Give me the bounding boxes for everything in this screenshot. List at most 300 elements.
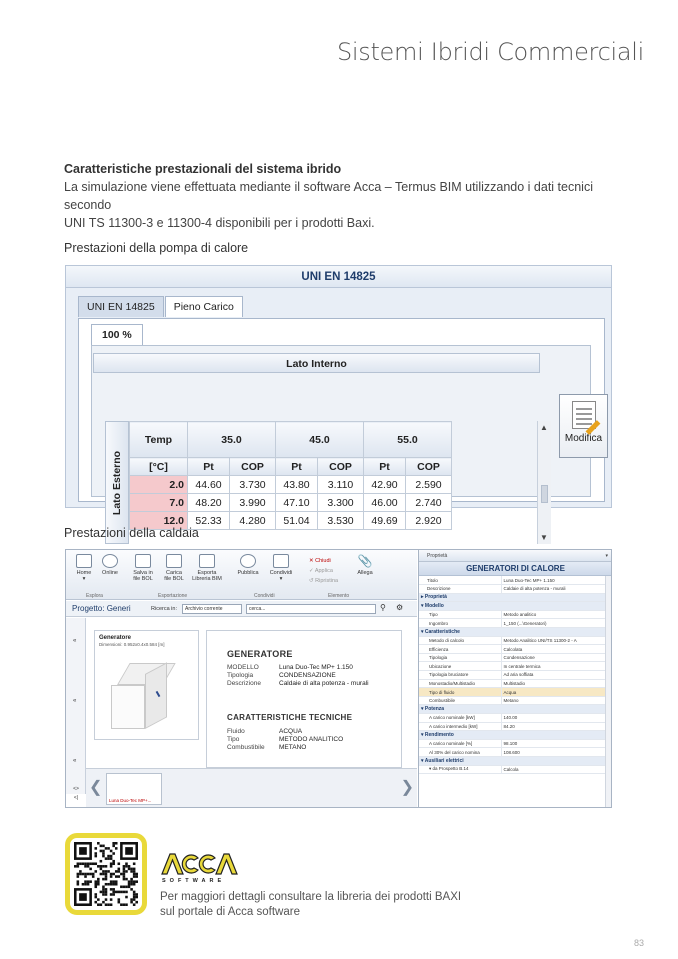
cell[interactable]: 3.110 — [318, 476, 364, 494]
property-key: Monostadio/Multistadio — [419, 679, 501, 688]
qr-module — [92, 873, 95, 876]
qr-module — [133, 875, 136, 878]
online-button[interactable] — [98, 554, 122, 576]
qr-module — [89, 868, 92, 871]
ribbon-label: Allega — [357, 570, 373, 576]
qr-module — [110, 888, 113, 891]
qr-module — [97, 878, 100, 881]
ribbon-label: Pubblica — [237, 570, 259, 576]
tech-heading: CARATTERISTICHE TECNICHE — [227, 713, 353, 722]
qr-module — [130, 880, 133, 883]
qr-finder — [125, 847, 133, 855]
generator-preview-card — [94, 630, 199, 740]
qr-module — [128, 868, 131, 871]
globe-icon — [102, 554, 118, 568]
attach-button[interactable] — [352, 554, 378, 576]
property-value[interactable]: 140.00 — [501, 714, 605, 723]
qr-module — [100, 850, 103, 853]
qr-module — [102, 855, 105, 858]
tab-pieno-carico[interactable]: Pieno Carico — [165, 296, 243, 317]
cell[interactable]: 2.740 — [406, 494, 452, 512]
info-value: CONDENSAZIONE — [279, 672, 336, 679]
qr-module — [115, 883, 118, 886]
qr-module — [110, 855, 113, 858]
table-row[interactable] — [130, 494, 452, 512]
qr-module — [102, 873, 105, 876]
chevron-left-icon[interactable]: ❮ — [89, 779, 103, 796]
property-section-label: ▾ Caratteristiche — [419, 628, 605, 637]
qr-module — [120, 886, 123, 889]
property-row[interactable] — [419, 645, 605, 654]
property-value[interactable]: Metodo analitico — [501, 610, 605, 619]
property-value[interactable]: Caldaie di alta potenza - murali — [501, 585, 605, 594]
qr-module — [110, 893, 113, 896]
archive-select[interactable]: Archivio corrente — [182, 604, 242, 614]
close-button[interactable]: ✕ Chiudi — [309, 558, 331, 564]
property-key: Titolo — [419, 576, 501, 585]
table-row[interactable] — [130, 476, 452, 494]
qr-module — [102, 878, 105, 881]
section-boiler-title: Prestazioni della caldaia — [64, 526, 199, 540]
qr-module — [79, 870, 82, 873]
boiler-3d-front — [111, 685, 145, 729]
qr-module — [133, 896, 136, 899]
row-temp: 2.0 — [130, 476, 188, 494]
cell[interactable]: 51.04 — [276, 512, 318, 530]
property-value[interactable]: Condensazione — [501, 653, 605, 662]
qr-module — [100, 903, 103, 906]
subtab-100[interactable]: 100 % — [91, 324, 143, 345]
export-icon — [199, 554, 215, 568]
qr-module — [97, 903, 100, 906]
qr-module — [135, 893, 138, 896]
qr-module — [110, 862, 113, 865]
cell[interactable]: 49.69 — [364, 512, 406, 530]
properties-window-title: Proprietà — [427, 553, 448, 559]
group-label: Elemento — [328, 593, 350, 599]
qr-module — [84, 883, 87, 886]
unit-header: [°C] — [130, 458, 188, 476]
qr-module — [102, 891, 105, 894]
properties-panel — [418, 550, 612, 808]
qr-module — [79, 873, 82, 876]
save-bol-button[interactable] — [129, 554, 157, 582]
property-row[interactable] — [419, 653, 605, 662]
qr-module — [87, 883, 90, 886]
qr-module — [89, 862, 92, 865]
scroll-up-icon[interactable]: ▲ — [540, 423, 548, 432]
qr-module — [133, 873, 136, 876]
properties-window-bar — [419, 550, 612, 562]
ribbon-label: Libreria BIM — [192, 576, 222, 582]
ribbon-label: ▾ — [279, 576, 283, 582]
qr-module — [133, 893, 136, 896]
qr-module — [112, 883, 115, 886]
qr-module — [105, 870, 108, 873]
qr-module — [112, 842, 115, 845]
table-scrollbar[interactable] — [537, 421, 551, 544]
qr-module — [125, 870, 128, 873]
property-row[interactable] — [419, 585, 605, 594]
qr-module — [133, 891, 136, 894]
page-number: 83 — [633, 938, 644, 948]
property-section-label: ▾ Potenza — [419, 705, 605, 714]
qr-module — [94, 880, 97, 883]
property-row[interactable] — [419, 714, 605, 723]
qr-module — [107, 903, 110, 906]
collapse-icon[interactable]: « — [73, 638, 77, 644]
property-row[interactable] — [419, 688, 605, 697]
qr-module — [128, 865, 131, 868]
qr-finder — [79, 893, 87, 901]
tech-row — [227, 744, 306, 752]
cell[interactable]: 52.33 — [188, 512, 230, 530]
search-icon[interactable]: ⚲ — [380, 603, 386, 612]
cell[interactable]: 47.10 — [276, 494, 318, 512]
qr-module — [105, 893, 108, 896]
qr-module — [77, 862, 80, 865]
qr-code — [65, 833, 147, 915]
qr-module — [118, 870, 121, 873]
qr-module — [100, 860, 103, 863]
qr-module — [123, 891, 126, 894]
intro-line-2: UNI TS 11300-3 e 11300-4 disponibili per i prodotti Baxi. — [64, 216, 375, 230]
tech-value: METODO ANALITICO — [279, 736, 344, 743]
qr-module — [112, 845, 115, 848]
qr-module — [79, 862, 82, 865]
qr-module — [102, 852, 105, 855]
qr-module — [133, 870, 136, 873]
ribbon — [66, 550, 417, 600]
load-bol-button[interactable] — [160, 554, 188, 582]
ribbon-label: file BOL — [133, 576, 153, 582]
qr-module — [120, 903, 123, 906]
qr-module — [133, 898, 136, 901]
qr-module — [110, 903, 113, 906]
qr-module — [102, 865, 105, 868]
property-key: Tipologia bruciatore — [419, 671, 501, 680]
qr-module — [112, 888, 115, 891]
scroll-thumb[interactable] — [541, 485, 548, 503]
cell[interactable]: 4.280 — [230, 512, 276, 530]
qr-module — [94, 883, 97, 886]
property-section[interactable] — [419, 593, 605, 602]
property-section-label: ▾ Modello — [419, 602, 605, 611]
qr-module — [77, 883, 80, 886]
qr-module — [125, 878, 128, 881]
property-value[interactable]: In centrale termica — [501, 662, 605, 671]
property-key: Tipo — [419, 610, 501, 619]
property-key: Tipo di fluido — [419, 688, 501, 697]
qr-module — [97, 898, 100, 901]
modifica-button[interactable] — [559, 394, 608, 458]
boiler-screenshot — [65, 549, 612, 808]
property-row[interactable] — [419, 610, 605, 619]
search-input[interactable]: cerca... — [246, 604, 376, 614]
qr-module — [87, 880, 90, 883]
qr-module — [115, 891, 118, 894]
qr-module — [102, 870, 105, 873]
property-row[interactable] — [419, 662, 605, 671]
qr-module — [105, 883, 108, 886]
qr-module — [94, 862, 97, 865]
ribbon-label: Condividi — [269, 570, 293, 576]
footer-line-1: Per maggiori dettagli consultare la libreria dei prodotti BAXI — [160, 891, 462, 903]
export-bim-button[interactable] — [190, 554, 224, 582]
project-label: Progetto: Generi — [72, 604, 131, 613]
property-value[interactable]: Ad aria soffiata — [501, 671, 605, 680]
qr-module — [97, 880, 100, 883]
qr-module — [100, 865, 103, 868]
info-key: Descrizione — [227, 680, 261, 687]
property-key: Ingombro — [419, 619, 501, 628]
qr-module — [94, 870, 97, 873]
property-key: Combustibile — [419, 696, 501, 705]
tab-uni-en[interactable]: UNI EN 14825 — [78, 296, 164, 317]
qr-module — [118, 891, 121, 894]
property-key: A carico nominale [kW] — [419, 714, 501, 723]
qr-module — [133, 903, 136, 906]
qr-module — [133, 883, 136, 886]
cell[interactable]: 48.20 — [188, 494, 230, 512]
property-row[interactable] — [419, 722, 605, 731]
qr-module — [115, 875, 118, 878]
thumbnail-tile[interactable] — [106, 773, 162, 805]
qr-module — [107, 857, 110, 860]
load-file-icon — [166, 554, 182, 568]
property-row[interactable] — [419, 748, 605, 757]
tech-key: Fluido — [227, 728, 245, 735]
property-key: Metodo di calcolo — [419, 636, 501, 645]
qr-module — [82, 883, 85, 886]
tab-bar — [78, 296, 244, 317]
qr-module — [120, 891, 123, 894]
cell[interactable]: 43.80 — [276, 476, 318, 494]
qr-module — [84, 875, 87, 878]
property-key: Descrizione — [419, 585, 501, 594]
property-value[interactable]: 108.600 — [501, 748, 605, 757]
qr-module — [84, 862, 87, 865]
temp-col-55: 55.0 — [364, 422, 452, 458]
paperclip-icon: 📎 — [357, 554, 373, 568]
qr-module — [125, 865, 128, 868]
footer-line-2: sul portale di Acca software — [160, 906, 300, 918]
property-key: ▾ da Prospetto B.14 — [419, 765, 501, 774]
qr-module — [130, 878, 133, 881]
cell[interactable]: 2.920 — [406, 512, 452, 530]
property-value[interactable]: Metodo Analitico UNI/TS 11300-2 - A — [501, 636, 605, 645]
qr-module — [107, 847, 110, 850]
property-row[interactable] — [419, 765, 605, 774]
restore-button[interactable]: ↺ Ripristina — [309, 578, 339, 584]
col-cop: COP — [230, 458, 276, 476]
gear-icon[interactable]: ⚙ — [396, 603, 404, 612]
qr-module — [74, 865, 77, 868]
qr-module — [110, 865, 113, 868]
qr-module — [105, 878, 108, 881]
cell[interactable]: 3.300 — [318, 494, 364, 512]
qr-module — [133, 868, 136, 871]
scroll-down-icon[interactable]: ▼ — [540, 533, 548, 542]
property-value[interactable]: 84.20 — [501, 722, 605, 731]
col-pt: Pt — [188, 458, 230, 476]
collapse-icon[interactable]: « — [73, 698, 77, 704]
share-button[interactable] — [266, 554, 296, 582]
qr-module — [105, 865, 108, 868]
chevron-right-icon[interactable]: ❯ — [400, 779, 414, 796]
publish-globe-icon — [240, 554, 256, 568]
ribbon-label: Esporta — [197, 570, 217, 576]
expand-icon[interactable]: <| — [73, 795, 79, 801]
search-in-label: Ricerca in: — [151, 606, 177, 612]
qr-module — [97, 842, 100, 845]
qr-module — [123, 870, 126, 873]
qr-module — [110, 883, 113, 886]
ribbon-label: Carica — [166, 570, 182, 576]
qr-module — [115, 870, 118, 873]
qr-module — [94, 855, 97, 858]
property-key: A carico intermedio [kW] — [419, 722, 501, 731]
qr-module — [133, 880, 136, 883]
qr-module — [118, 868, 121, 871]
qr-module — [94, 847, 97, 850]
ribbon-label: Home — [76, 570, 92, 576]
qr-module — [130, 898, 133, 901]
card-dimensions: Dimensioni: 0.952x0.4x0.584 [m] — [99, 642, 165, 647]
qr-module — [92, 862, 95, 865]
property-row[interactable] — [419, 739, 605, 748]
property-value[interactable]: Luna Duo-Tec MP+ 1.150 — [501, 576, 605, 585]
qr-finder — [79, 847, 87, 855]
qr-module — [123, 886, 126, 889]
qr-module — [130, 868, 133, 871]
qr-module — [112, 862, 115, 865]
cell[interactable]: 3.990 — [230, 494, 276, 512]
qr-module — [125, 862, 128, 865]
qr-module — [102, 888, 105, 891]
cell[interactable]: 46.00 — [364, 494, 406, 512]
qr-module — [102, 886, 105, 889]
property-section[interactable] — [419, 705, 605, 714]
qr-module — [130, 901, 133, 904]
qr-module — [112, 852, 115, 855]
cell[interactable]: 3.730 — [230, 476, 276, 494]
property-section-label: ▾ Ausiliari elettrici — [419, 756, 605, 765]
pin-icon[interactable]: ▾ — [605, 553, 608, 559]
qr-module — [84, 865, 87, 868]
info-value: Luna Duo-Tec MP+ 1.150 — [279, 664, 353, 671]
property-row[interactable] — [419, 696, 605, 705]
ribbon-label: Online — [102, 570, 118, 576]
property-section[interactable] — [419, 602, 605, 611]
property-section[interactable] — [419, 628, 605, 637]
qr-module — [123, 878, 126, 881]
group-label: Condividi — [254, 593, 275, 599]
property-row[interactable] — [419, 679, 605, 688]
qr-module — [115, 847, 118, 850]
qr-module — [112, 891, 115, 894]
qr-module — [110, 857, 113, 860]
col-cop: COP — [406, 458, 452, 476]
expand-icon[interactable]: <> — [73, 786, 79, 792]
qr-module — [84, 873, 87, 876]
intro-line-1: La simulazione viene effettuata mediante il software Acca – Termus BIM utilizzando i dati tecnici secondo — [64, 180, 593, 212]
qr-module — [135, 896, 138, 899]
info-row — [227, 664, 353, 672]
property-row[interactable] — [419, 619, 605, 628]
lato-interno-header: Lato Interno — [93, 353, 540, 373]
qr-module — [94, 893, 97, 896]
property-value[interactable]: Calcolata — [501, 645, 605, 654]
property-section[interactable] — [419, 731, 605, 740]
qr-module — [105, 857, 108, 860]
qr-module — [87, 873, 90, 876]
ribbon-label: Salva in — [133, 570, 153, 576]
property-value[interactable]: Metano — [501, 696, 605, 705]
property-section-label: ▸ Proprietà — [419, 593, 605, 602]
qr-module — [135, 880, 138, 883]
property-section[interactable] — [419, 756, 605, 765]
cell[interactable]: 3.530 — [318, 512, 364, 530]
acca-software-word: SOFTWARE — [162, 878, 226, 884]
qr-module — [105, 875, 108, 878]
project-bar — [66, 601, 417, 617]
page-title: Sistemi Ibridi Commerciali — [336, 38, 644, 66]
property-value[interactable]: Calcola — [501, 765, 605, 774]
publish-button[interactable] — [234, 554, 262, 576]
qr-module — [112, 873, 115, 876]
ribbon-label: ▾ — [82, 576, 86, 582]
tech-row — [227, 728, 302, 736]
qr-module — [102, 845, 105, 848]
property-value[interactable]: Acqua — [501, 688, 605, 697]
info-row — [227, 672, 336, 680]
col-pt: Pt — [276, 458, 318, 476]
qr-module — [77, 875, 80, 878]
qr-module — [105, 891, 108, 894]
collapse-icon[interactable]: « — [73, 758, 77, 764]
apply-button[interactable]: ✓ Applica — [309, 568, 333, 574]
share-icon — [273, 554, 289, 568]
save-file-icon — [135, 554, 151, 568]
qr-module — [133, 862, 136, 865]
property-row[interactable] — [419, 636, 605, 645]
property-row[interactable] — [419, 576, 605, 585]
qr-module — [100, 868, 103, 871]
temp-col-45: 45.0 — [276, 422, 364, 458]
property-value[interactable]: 1_150 (...\Generatori) — [501, 619, 605, 628]
cell[interactable]: 42.90 — [364, 476, 406, 494]
boiler-3d-side — [145, 662, 167, 729]
row-temp: 7.0 — [130, 494, 188, 512]
property-key: Efficienza — [419, 645, 501, 654]
qr-module — [128, 880, 131, 883]
qr-module — [87, 865, 90, 868]
qr-module — [128, 883, 131, 886]
qr-module — [105, 903, 108, 906]
left-collapse-column — [66, 618, 86, 794]
properties-scrollbar[interactable] — [605, 576, 612, 808]
cell[interactable]: 44.60 — [188, 476, 230, 494]
property-value[interactable]: 98.100 — [501, 739, 605, 748]
qr-module — [97, 883, 100, 886]
qr-module — [123, 875, 126, 878]
intro-heading: Caratteristiche prestazionali del sistema ibrido — [64, 162, 342, 176]
home-button[interactable] — [72, 554, 96, 582]
property-value[interactable]: Multistadio — [501, 679, 605, 688]
cell[interactable]: 2.590 — [406, 476, 452, 494]
property-row[interactable] — [419, 671, 605, 680]
